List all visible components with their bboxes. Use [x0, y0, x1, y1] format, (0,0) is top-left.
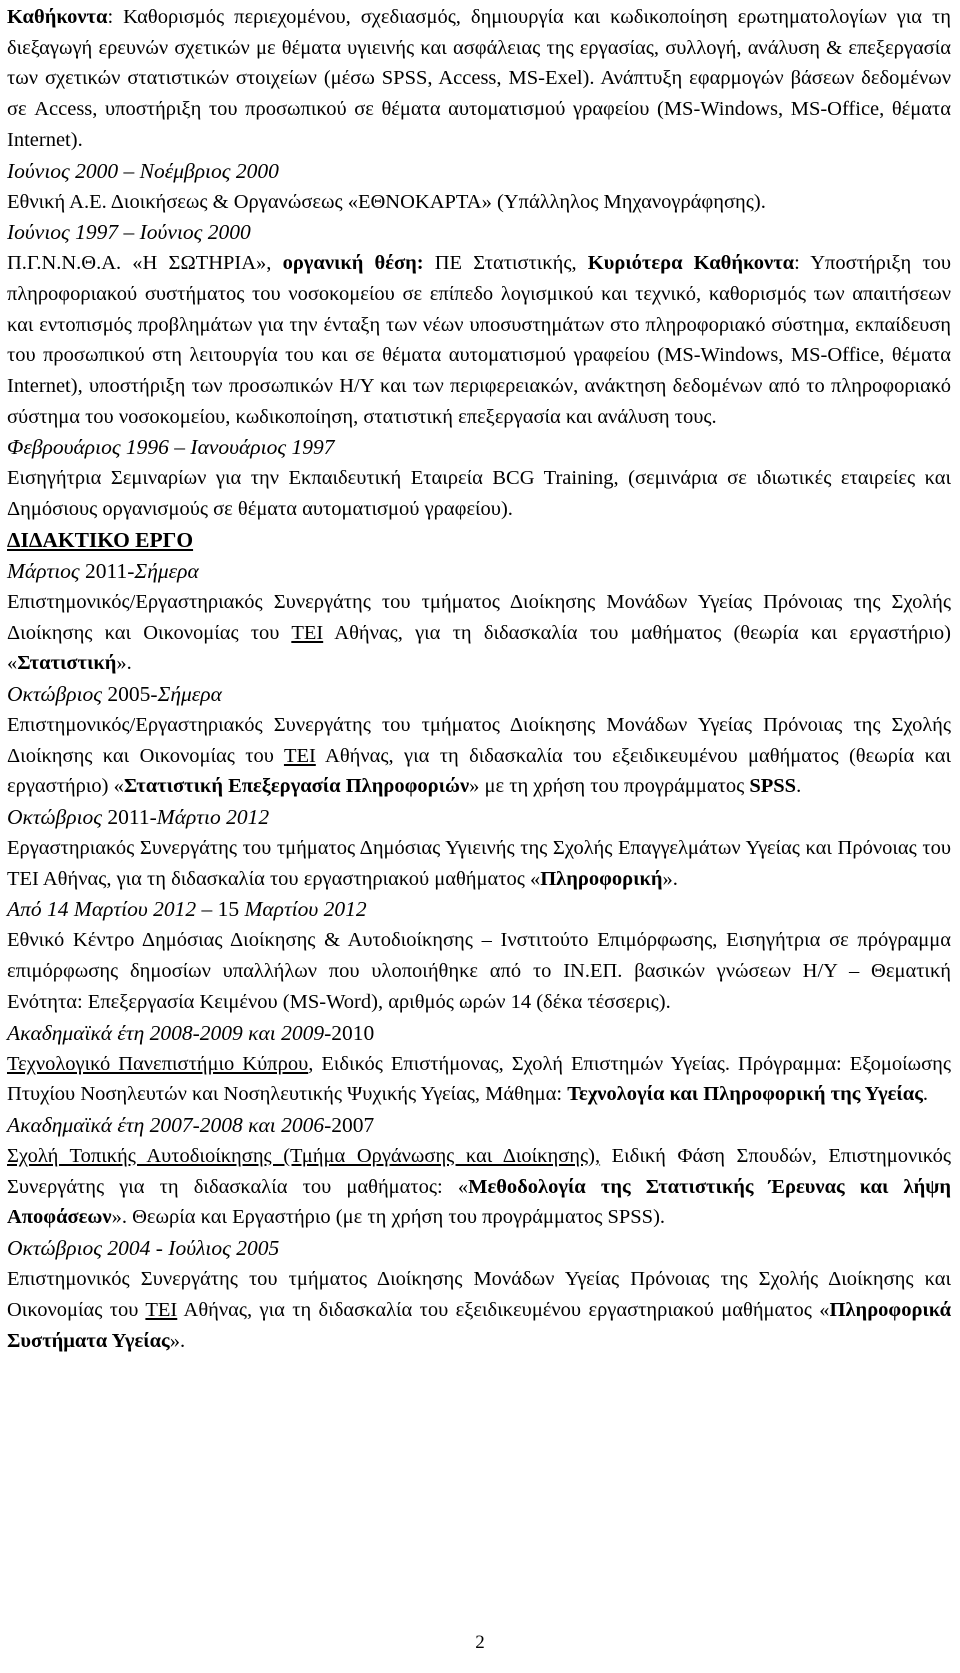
entry-text	[7, 248, 951, 432]
heading-segment: Σήμερα	[157, 681, 222, 706]
entry-bold-segment: Στατιστική Επεξεργασία Πληροφοριών	[123, 775, 470, 798]
heading-segment: Ακαδημαϊκά έτη 2007-2008 και 2006-	[7, 1112, 332, 1137]
entry-text	[7, 833, 951, 894]
entry-text: Εθνική Α.Ε. Διοικήσεως & Οργανώσεως «ΕΘΝΟΚΑΡΤΑ» (Υπάλληλος Μηχανογράφησης).	[7, 190, 766, 213]
heading-segment: 2005-	[107, 681, 158, 706]
intro-text: : Καθορισμός περιεχομένου, σχεδιασμός, δημιουργία και κωδικοποίηση ερωτηματολογίων για τη διεξαγωγή ερευνών σχετικών με θέματα υγιεινής και ασφάλειας της εργασίας, συλλογή, ανάλυση & επεξεργασία των σχετικών στατιστικών στοιχείων (μέσω SPSS, Access, MS-Exel). Ανάπτυξη εφαρμογών βάσεων δεδομένων σε Access, υποστήριξη του προσωπικού σε θέματα αυτοματισμού γραφείου (MS-Windows, MS-Office, θέματα Internet).	[7, 6, 951, 151]
entry-text-segment: .	[922, 1083, 928, 1106]
heading-segment: Οκτώβριος	[7, 681, 108, 706]
entry-text	[7, 710, 951, 802]
underlined-segment: ΤΕΙ	[283, 744, 316, 767]
entry-text: Εθνικό Κέντρο Δημόσιας Διοίκησης & Αυτοδιοίκησης – Ινστιτούτο Επιμόρφωσης, Εισηγήτρια σε πρόγραμμα επιμόρφωσης δημοσίων υπαλλήλων που υλοποιήθηκε από το ΙΝ.ΕΠ. βασικών γνώσεων Η/Υ – Θεματική Ενότητα: Επεξεργασία Κειμένου (MS-Word), αριθμός ωρών 14 (δέκα τέσσερις).	[7, 929, 951, 1013]
heading-segment: 2011-	[85, 558, 135, 583]
heading-segment: 2011-	[107, 805, 157, 830]
entry-heading: Οκτώβριος 2004 - Ιούλιος 2005	[7, 1236, 280, 1261]
underlined-segment: Σχολή Τοπικής Αυτοδιοίκησης (Τμήμα Οργάνωσης και Διοίκησης),	[7, 1144, 601, 1167]
entry-bold-segment: Στατιστική	[17, 652, 117, 675]
entry-bold-segment: SPSS	[749, 775, 797, 798]
entry-text-segment: Επιστημονικός Συνεργάτης του τμήματος Διοίκησης Μονάδων Υγείας Πρόνοιας της Σχολής Διοίκησης και Οικονομίας του	[7, 1268, 951, 1321]
entry-text-segment: Αθήνας, για τη διδασκαλία του εξειδικευμένου μαθήματος (θεωρία και εργαστήριο) «	[7, 744, 951, 798]
entry-bold-segment: οργανική θέση:	[282, 252, 424, 275]
intro-label: Καθήκοντα	[7, 6, 108, 28]
entry-heading	[7, 1110, 951, 1141]
entry-text-segment: » με τη χρήση του προγράμματος	[469, 775, 750, 798]
entry-bold-segment: Μεθοδολογία της Στατιστικής Έρευνας και λήψη Αποφάσεων	[7, 1175, 951, 1229]
entry-heading	[7, 679, 951, 710]
entry-heading	[7, 1018, 951, 1049]
entry-bold-segment: Πληροφορική	[540, 867, 663, 890]
heading-segment: 15	[217, 897, 240, 922]
intro-paragraph	[7, 2, 951, 156]
entry-text-segment: Αθήνας, για τη διδασκαλία του εξειδικευμένου εργαστηριακού μαθήματος «	[177, 1298, 830, 1321]
entry-text-segment: Επιστημονικός/Εργαστηριακός Συνεργάτης του τμήματος Διοίκησης Μονάδων Υγείας Πρόνοιας της Σχολής Διοίκησης και Οικονομίας του	[7, 590, 951, 644]
heading-segment: 2007	[331, 1112, 375, 1137]
entry-text-segment: Αθήνας, για τη διδασκαλία του μαθήματος (θεωρία και εργαστήριο) «	[7, 621, 951, 675]
entry-bold-segment: Κυριότερα Καθήκοντα	[587, 252, 795, 275]
entry-heading: Ιούνιος 1997 – Ιούνιος 2000	[7, 220, 251, 245]
entry-text	[7, 1049, 951, 1110]
entry-text-segment: Επιστημονικός/Εργαστηριακός Συνεργάτης του τμήματος Διοίκησης Μονάδων Υγείας Πρόνοιας της Σχολής Διοίκησης και Οικονομίας του	[7, 713, 951, 767]
heading-segment: Οκτώβριος	[7, 805, 108, 830]
underlined-segment: Τεχνολογικό Πανεπιστήμιο Κύπρου	[7, 1052, 309, 1075]
heading-segment: 2010	[331, 1020, 375, 1045]
entry-text	[7, 1141, 951, 1233]
entry-text-segment: ΠΕ Στατιστικής,	[423, 252, 588, 275]
page-number: 2	[475, 1632, 485, 1653]
entry-text-segment: ».	[662, 867, 678, 890]
entry-text	[7, 587, 951, 679]
heading-segment: Από 14 Μαρτίου 2012 –	[7, 897, 218, 922]
entry-text: Εισηγήτρια Σεμιναρίων για την Εκπαιδευτική Εταιρεία BCG Training, (σεμινάρια σε ιδιωτικές εταιρείες και Δημόσιους οργανισμούς σε θέματα αυτοματισμού γραφείου).	[7, 467, 951, 521]
heading-segment: Σήμερα	[134, 558, 199, 583]
entry-text-segment: ». Θεωρία και Εργαστήριο (με τη χρήση του προγράμματος SPSS).	[111, 1206, 666, 1229]
entry-heading	[7, 894, 951, 925]
entry-text-segment: Ειδική Φάση Σπουδών, Επιστημονικός Συνεργάτης για τη διδασκαλία του μαθήματος: «	[7, 1144, 951, 1198]
entry-heading: Ιούνιος 2000 – Νοέμβριος 2000	[7, 158, 279, 183]
entry-text-segment: ».	[116, 652, 132, 675]
entry-text-segment: , Ειδικός Επιστήμονας, Σχολή Επιστημών Υγείας. Πρόγραμμα: Εξομοίωσης Πτυχίου Νοσηλευτών και Νοσηλευτικής Ψυχικής Υγείας, Μάθημα:	[7, 1052, 952, 1106]
heading-segment: Μάρτιος	[7, 558, 86, 583]
entry-text-segment: .	[796, 775, 802, 798]
entry-text-segment: Εργαστηριακός Συνεργάτης του τμήματος Δημόσιας Υγιεινής της Σχολής Επαγγελμάτων Υγείας και Πρόνοιας του ΤΕΙ Αθήνας, για τη διδασκαλία του εργαστηριακού μαθήματος «	[7, 837, 951, 890]
entry-bold-segment: Τεχνολογία και Πληροφορική της Υγείας	[567, 1083, 923, 1106]
heading-segment: Μαρτίου 2012	[239, 897, 367, 922]
section-title: ΔΙΔΑΚΤΙΚΟ ΕΡΓΟ	[7, 527, 194, 552]
entry-text-segment: Π.Γ.Ν.Ν.Θ.Α. «Η ΣΩΤΗΡΙΑ»,	[7, 252, 283, 275]
entry-heading	[7, 802, 951, 833]
entry-bold-segment: Πληροφορικά Συστήματα Υγείας	[7, 1298, 952, 1352]
heading-segment: Μάρτιο 2012	[156, 805, 270, 830]
entry-heading	[7, 556, 951, 587]
underlined-segment: ΤΕΙ	[291, 621, 324, 644]
entry-text-segment: : Υποστήριξη του πληροφοριακού συστήματος του νοσοκομείου σε επίπεδο λογισμικού και τεχνικό, καθορισμός των απαιτήσεων και εντοπισμός προβλημάτων για την ένταξη των νέων υποσυστημάτων στο πληροφοριακό σύστημα, εκπαίδευση του προσωπικού στη λειτουργία του και σε θέματα αυτοματισμού γραφείου (MS-Windows, MS-Office, θέματα Internet), υποστήριξη των προσωπικών Η/Υ και των περιφερειακών, ανάκτηση δεδομένων από το πληροφοριακό σύστημα του νοσοκομείου, κωδικοποίηση, στατιστική επεξεργασία και ανάλυση τους.	[7, 252, 951, 428]
underlined-segment: ΤΕΙ	[145, 1298, 178, 1321]
entry-text-segment: ».	[169, 1329, 186, 1352]
entry-text	[7, 1264, 951, 1356]
entry-heading: Φεβρουάριος 1996 – Ιανουάριος 1997	[7, 435, 335, 460]
heading-segment: Ακαδημαϊκά έτη 2008-2009 και 2009-	[7, 1020, 332, 1045]
